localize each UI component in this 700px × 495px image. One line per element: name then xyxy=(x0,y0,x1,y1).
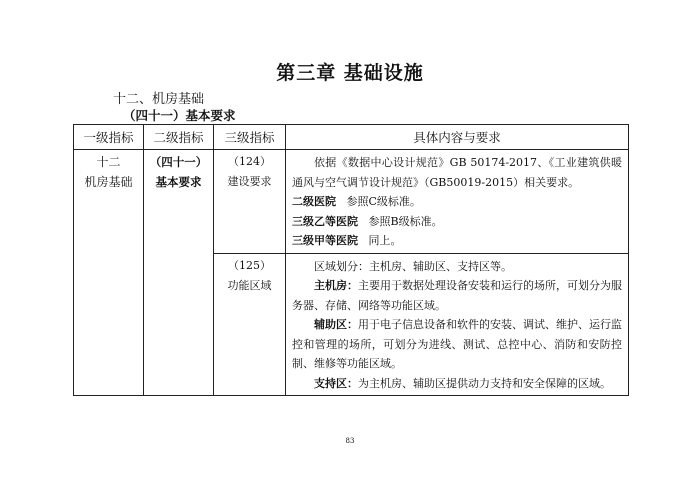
header-level1: 一级指标 xyxy=(74,125,144,150)
content-item xyxy=(292,276,622,315)
content-item xyxy=(292,374,622,394)
content-item xyxy=(292,212,622,232)
level3-number: （124） xyxy=(228,155,271,168)
item-text: 为主机房、辅助区提供动力支持和安全保障的区域。 xyxy=(358,376,611,390)
level1-cell xyxy=(74,150,144,396)
item-label: 辅助区： xyxy=(314,318,358,331)
item-text: 参照C级标准。 xyxy=(346,195,421,208)
content-item xyxy=(292,315,622,374)
level3-cell xyxy=(214,150,286,254)
requirements-table xyxy=(73,124,629,396)
content-cell xyxy=(286,253,629,396)
item-text: 主要用于数据处理设备安装和运行的场所，可划分为服务器、存储、网络等功能区域。 xyxy=(292,279,622,312)
item-text: 用于电子信息设备和软件的安装、调试、维护、运行监控和管理的场所，可划分为进线、测试、总控中心、消防和安防控制、维修等功能区域。 xyxy=(292,318,622,370)
item-label: 三级乙等医院 xyxy=(292,214,358,228)
section-heading: 十二、机房基础 xyxy=(113,92,205,107)
subsection-heading: （四十一）基本要求 xyxy=(123,108,236,123)
item-label: 主机房： xyxy=(314,279,358,292)
level3-number: （125） xyxy=(228,258,271,272)
level1-name: 机房基础 xyxy=(84,175,133,189)
chapter-title: 第三章 基础设施 xyxy=(276,62,424,84)
level3-cell xyxy=(214,253,286,396)
content-item xyxy=(292,192,622,212)
level3-name: 功能区域 xyxy=(227,278,272,292)
content-intro: 区域划分：主机房、辅助区、支持区等。 xyxy=(314,259,512,273)
level2-cell xyxy=(144,150,214,396)
content-cell xyxy=(286,150,629,254)
item-text: 参照B级标准。 xyxy=(368,214,443,228)
page-number: 83 xyxy=(345,437,355,445)
level2-name: 基本要求 xyxy=(155,175,202,189)
table-row xyxy=(74,150,629,254)
content-intro: 依据《数据中心设计规范》GB 50174-2017、《工业建筑供暖通风与空气调节设计规范》（GB50019-2015）相关要求。 xyxy=(292,156,622,189)
header-level2: 二级指标 xyxy=(144,125,214,150)
header-content: 具体内容与要求 xyxy=(286,125,629,150)
item-label: 支持区： xyxy=(314,376,358,390)
header-level3: 三级指标 xyxy=(214,125,286,150)
content-item xyxy=(292,231,622,251)
level2-number: （四十一） xyxy=(149,155,208,169)
level3-name: 建设要求 xyxy=(227,175,272,188)
level1-number: 十二 xyxy=(96,155,121,169)
item-label: 三级甲等医院 xyxy=(292,234,358,247)
item-label: 二级医院 xyxy=(292,195,336,208)
table-header-row xyxy=(74,125,629,150)
item-text: 同上。 xyxy=(368,234,402,247)
